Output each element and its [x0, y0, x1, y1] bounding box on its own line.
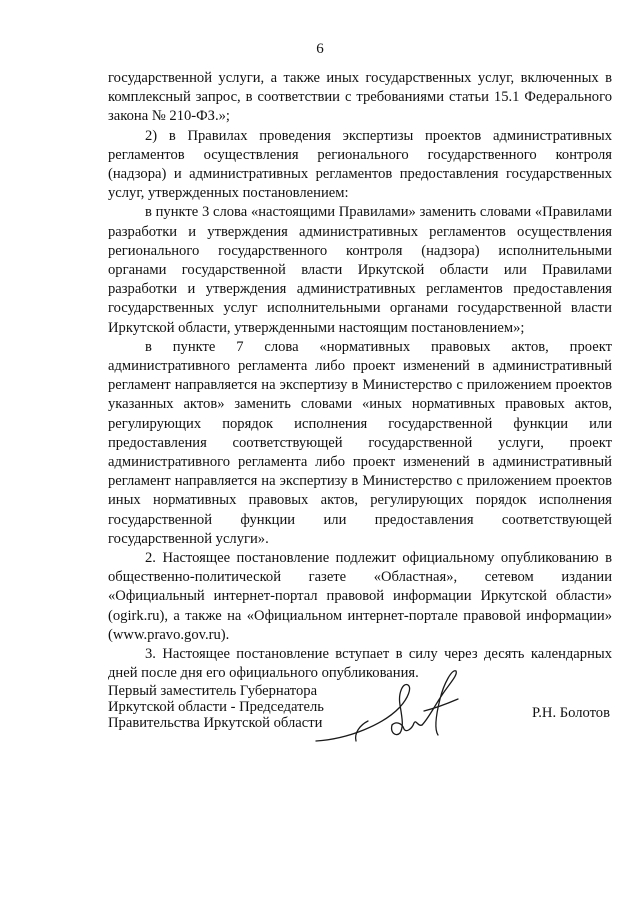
paragraph-publication: 2. Настоящее постановление подлежит официальному опубликованию в общественно-политической газете «Областная», сетевом издании «Официальный интернет-портал правовой информации Иркутской области» (ogirk.ru), а также на «Официальном интернет-портале правовой информации» (www.pravo.gov.ru). [108, 550, 612, 643]
signature-block [108, 683, 612, 763]
handwritten-signature [308, 663, 468, 763]
paragraph-point-3: в пункте 3 слова «настоящими Правилами» заменить словами «Правилами разработки и утверждения административных регламентов осуществления регионального государственного контроля (надзора) исполнительными органами государственной власти Иркутской области или Правилами разработки и утверждения административных регламентов предоставления государственных услуг исполнительными органами государственной власти Иркутской области, утвержденными настоящим постановлением»; [108, 204, 612, 336]
signatory-name: Р.Н. Болотов [531, 705, 610, 721]
paragraph-rules-expertise: 2) в Правилах проведения экспертизы проектов административных регламентов осуществления регионального государственного контроля (надзора) и административных регламентов предоставления государственных услуг, утвержденных постановлением: [108, 127, 612, 202]
page-number: 6 [316, 41, 324, 57]
paragraph-point-7: в пункте 7 слова «нормативных правовых актов, проект административного регламента либо проект изменений в административный регламент направляется на экспертизу в Министерство с приложением проектов указанных актов» заменить словами «иных нормативных правовых актов, регулирующих порядок исполнения государственной функции или предоставления соответствующей государственной услуги, проект административного регламента либо проект изменений в административный регламент направляется на экспертизу в Министерство с приложением проектов иных нормативных правовых актов, регулирующих порядок исполнения государственной функции или предоставления соответствующей государственной услуги». [108, 338, 612, 547]
paragraph-effective-date: 3. Настоящее постановление вступает в силу через десять календарных дней после дня его официального опубликования. [108, 646, 612, 682]
paragraph-continuation: государственной услуги, а также иных государственных услуг, включенных в комплексный запрос, в соответствии с требованиями статьи 15.1 Федерального закона № 210-ФЗ.»; [108, 70, 612, 125]
signatory-position-line: Иркутской области - Председатель [108, 699, 324, 715]
signatory-position-line: Правительства Иркутской области [108, 715, 323, 731]
document-body [108, 69, 612, 684]
signatory-position-line: Первый заместитель Губернатора [108, 683, 318, 699]
